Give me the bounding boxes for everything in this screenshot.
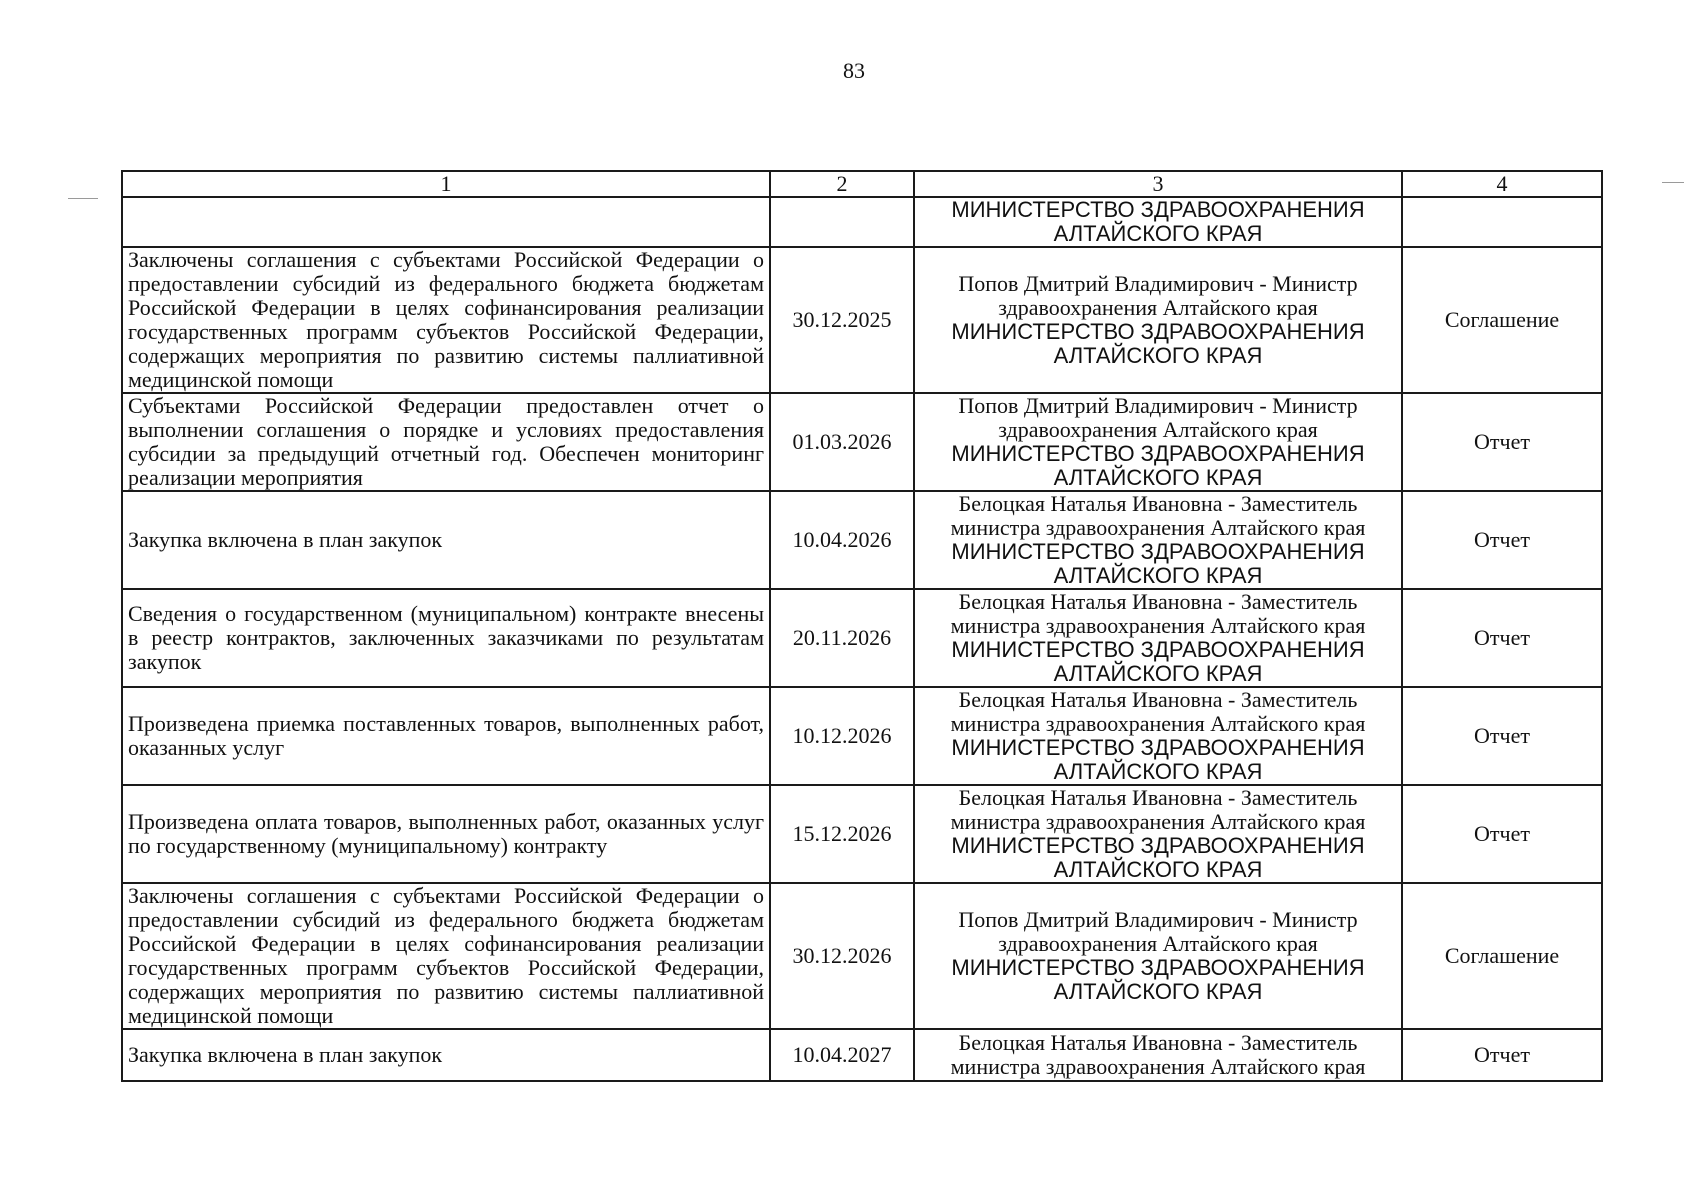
table-row — [122, 491, 1602, 589]
responsible-org: МИНИСТЕРСТВО ЗДРАВООХРАНЕНИЯ АЛТАЙСКОГО КРАЯ — [951, 955, 1365, 1004]
event-cell: Закупка включена в план закупок — [122, 1029, 770, 1081]
column-header-1: 1 — [122, 171, 770, 197]
table-row-continuation — [122, 197, 1602, 247]
responsible-org: МИНИСТЕРСТВО ЗДРАВООХРАНЕНИЯ АЛТАЙСКОГО КРАЯ — [951, 833, 1365, 882]
date-cell: 15.12.2026 — [770, 785, 914, 883]
document-cell: Отчет — [1402, 589, 1602, 687]
page-number: 83 — [843, 58, 865, 83]
event-cell: Заключены соглашения с субъектами Российской Федерации о предоставлении субсидий из федерального бюджета бюджетам Российской Федерации в целях софинансирования реализации государственных программ субъектов Российской Федерации, содержащих мероприятия по развитию системы паллиативной медицинской помощи — [122, 247, 770, 393]
column-header-2: 2 — [770, 171, 914, 197]
responsible-cell — [914, 197, 1402, 247]
responsible-org: МИНИСТЕРСТВО ЗДРАВООХРАНЕНИЯ АЛТАЙСКОГО КРАЯ — [951, 441, 1365, 490]
event-cell: Сведения о государственном (муниципальном) контракте внесены в реестр контрактов, заключенных заказчиками по результатам закупок — [122, 589, 770, 687]
date-cell: 10.04.2026 — [770, 491, 914, 589]
table-row — [122, 687, 1602, 785]
responsible-cell — [914, 883, 1402, 1029]
responsible-org: МИНИСТЕРСТВО ЗДРАВООХРАНЕНИЯ АЛТАЙСКОГО КРАЯ — [951, 539, 1365, 588]
event-cell: Субъектами Российской Федерации предоставлен отчет о выполнении соглашения о порядке и условиях предоставления субсидии за предыдущий отчетный год. Обеспечен мониторинг реализации мероприятия — [122, 393, 770, 491]
table-row — [122, 589, 1602, 687]
date-cell: 20.11.2026 — [770, 589, 914, 687]
table-row — [122, 393, 1602, 491]
event-cell: Заключены соглашения с субъектами Российской Федерации о предоставлении субсидий из федерального бюджета бюджетам Российской Федерации в целях софинансирования реализации государственных программ субъектов Российской Федерации, содержащих мероприятия по развитию системы паллиативной медицинской помощи — [122, 883, 770, 1029]
date-cell: 10.12.2026 — [770, 687, 914, 785]
document-cell: Отчет — [1402, 491, 1602, 589]
responsible-person: Белоцкая Наталья Ивановна - Заместитель министра здравоохранения Алтайского края — [950, 1030, 1366, 1079]
responsible-person: Белоцкая Наталья Ивановна - Заместитель министра здравоохранения Алтайского края — [950, 687, 1366, 736]
document-cell: Отчет — [1402, 1029, 1602, 1081]
document-cell: Отчет — [1402, 785, 1602, 883]
document-cell — [1402, 197, 1602, 247]
header-row — [122, 171, 1602, 197]
date-cell: 30.12.2025 — [770, 247, 914, 393]
plan-table — [121, 170, 1603, 1082]
date-cell — [770, 197, 914, 247]
responsible-person: Попов Дмитрий Владимирович - Министр здравоохранения Алтайского края — [958, 271, 1358, 320]
document-cell: Отчет — [1402, 393, 1602, 491]
event-cell: Закупка включена в план закупок — [122, 491, 770, 589]
event-cell — [122, 197, 770, 247]
responsible-cell — [914, 785, 1402, 883]
event-cell: Произведена оплата товаров, выполненных работ, оказанных услуг по государственному (муниципальному) контракту — [122, 785, 770, 883]
document-cell: Отчет — [1402, 687, 1602, 785]
table-row — [122, 883, 1602, 1029]
date-cell: 30.12.2026 — [770, 883, 914, 1029]
responsible-cell — [914, 589, 1402, 687]
table-row — [122, 785, 1602, 883]
date-cell: 10.04.2027 — [770, 1029, 914, 1081]
table-row — [122, 1029, 1602, 1081]
responsible-cell — [914, 491, 1402, 589]
responsible-person: Белоцкая Наталья Ивановна - Заместитель министра здравоохранения Алтайского края — [950, 491, 1366, 540]
column-header-4: 4 — [1402, 171, 1602, 197]
event-cell: Произведена приемка поставленных товаров, выполненных работ, оказанных услуг — [122, 687, 770, 785]
date-cell: 01.03.2026 — [770, 393, 914, 491]
responsible-person: Попов Дмитрий Владимирович - Министр здравоохранения Алтайского края — [958, 907, 1358, 956]
column-header-3: 3 — [914, 171, 1402, 197]
responsible-org: МИНИСТЕРСТВО ЗДРАВООХРАНЕНИЯ АЛТАЙСКОГО КРАЯ — [951, 735, 1365, 784]
table-row — [122, 247, 1602, 393]
responsible-person: Попов Дмитрий Владимирович - Министр здравоохранения Алтайского края — [958, 393, 1358, 442]
responsible-org: МИНИСТЕРСТВО ЗДРАВООХРАНЕНИЯ АЛТАЙСКОГО КРАЯ — [951, 197, 1365, 246]
responsible-org: МИНИСТЕРСТВО ЗДРАВООХРАНЕНИЯ АЛТАЙСКОГО КРАЯ — [951, 637, 1365, 686]
left-margin-mark — [68, 198, 98, 199]
responsible-org: МИНИСТЕРСТВО ЗДРАВООХРАНЕНИЯ АЛТАЙСКОГО КРАЯ — [951, 319, 1365, 368]
document-cell: Соглашение — [1402, 247, 1602, 393]
responsible-cell — [914, 393, 1402, 491]
responsible-cell — [914, 247, 1402, 393]
document-cell: Соглашение — [1402, 883, 1602, 1029]
right-margin-mark — [1662, 182, 1684, 183]
responsible-person: Белоцкая Наталья Ивановна - Заместитель министра здравоохранения Алтайского края — [950, 785, 1366, 834]
responsible-cell — [914, 1029, 1402, 1081]
responsible-person: Белоцкая Наталья Ивановна - Заместитель министра здравоохранения Алтайского края — [950, 589, 1366, 638]
responsible-cell — [914, 687, 1402, 785]
